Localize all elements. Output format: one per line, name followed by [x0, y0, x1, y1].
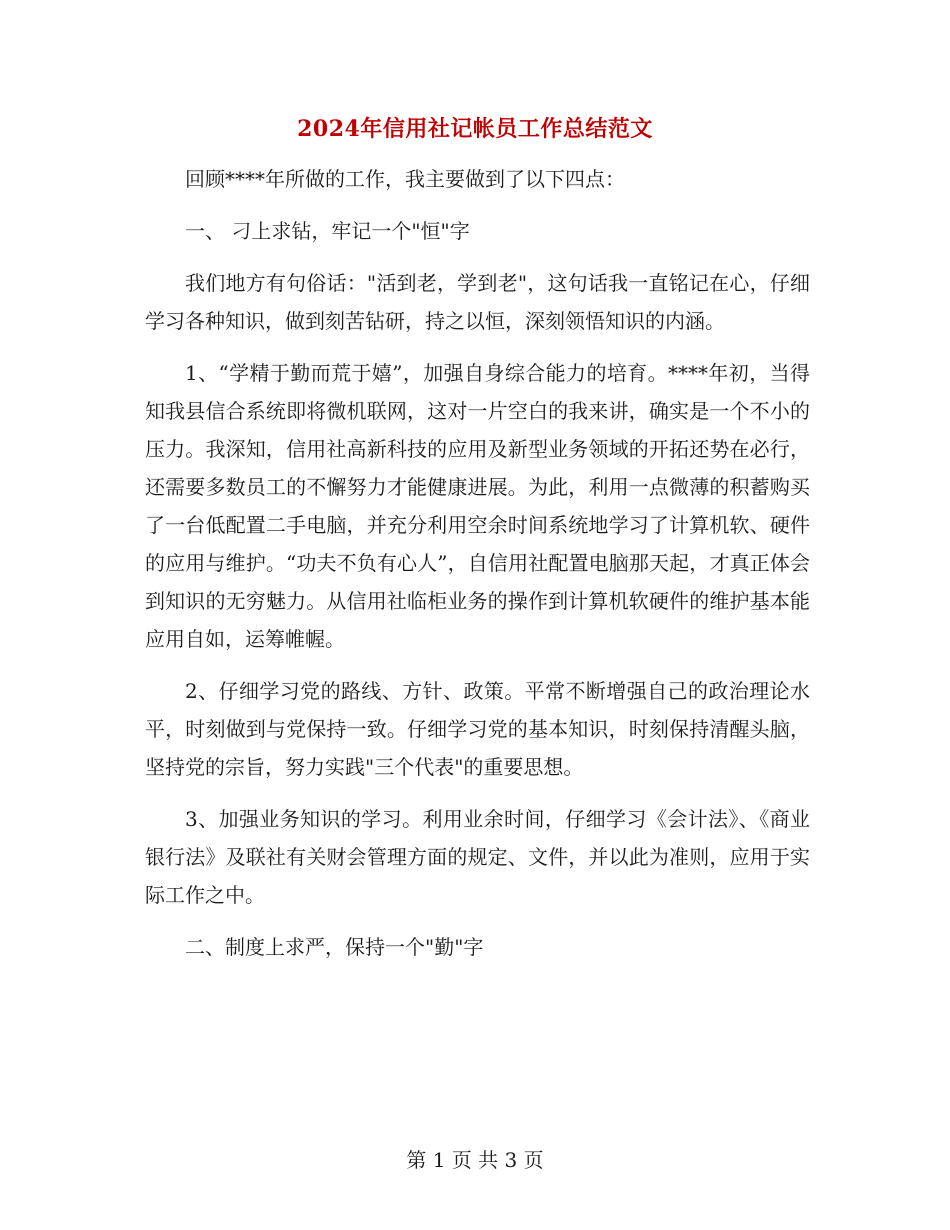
item-paragraph-2: 2、仔细学习党的路线、方针、政策。平常不断增强自己的政治理论水平，时刻做到与党保持一致。仔细学习党的基本知识，时刻保持清醒头脑，坚持党的宗旨，努力实践"三个代表"的重要思想。: [145, 679, 810, 779]
section-heading-2: 二、制度上求严，保持一个"勤"字: [185, 935, 484, 959]
body-paragraph: 我们地方有句俗话："活到老，学到老"，这句话我一直铭记在心，仔细学习各种知识，做到刻苦钻研，持之以恒，深刻领悟知识的内涵。: [145, 271, 810, 333]
item-paragraph-1: 1、“学精于勤而荒于嬉”，加强自身综合能力的培育。****年初，当得知我县信合系统即将微机联网，这对一片空白的我来讲，确实是一个不小的压力。我深知，信用社高新科技的应用及新型业务领域的开拓还势在必行，还需要多数员工的不懈努力才能健康进展。为此，利用一点微薄的积蓄购买了一台低配置二手电脑，并充分利用空余时间系统地学习了计算机软、硬件的应用与维护。“功夫不负有心人”，自信用社配置电脑那天起，才真正体会到知识的无穷魅力。从信用社临柜业务的操作到计算机软硬件的维护基本能应用自如，运筹帷幄。: [145, 361, 810, 651]
item-paragraph-3: 3、加强业务知识的学习。利用业余时间，仔细学习《会计法》、《商业银行法》及联社有关财会管理方面的规定、文件，并以此为准则，应用于实际工作之中。: [145, 807, 810, 907]
intro-paragraph: 回顾****年所做的工作，我主要做到了以下四点：: [185, 167, 625, 191]
document-body: [145, 160, 810, 980]
document-title: 2024年信用社记帐员工作总结范文: [297, 116, 653, 142]
page-footer: 第 1 页 共 3 页: [406, 1148, 544, 1172]
section-heading-1: 一、 刁上求钻，牢记一个"恒"字: [185, 219, 470, 243]
